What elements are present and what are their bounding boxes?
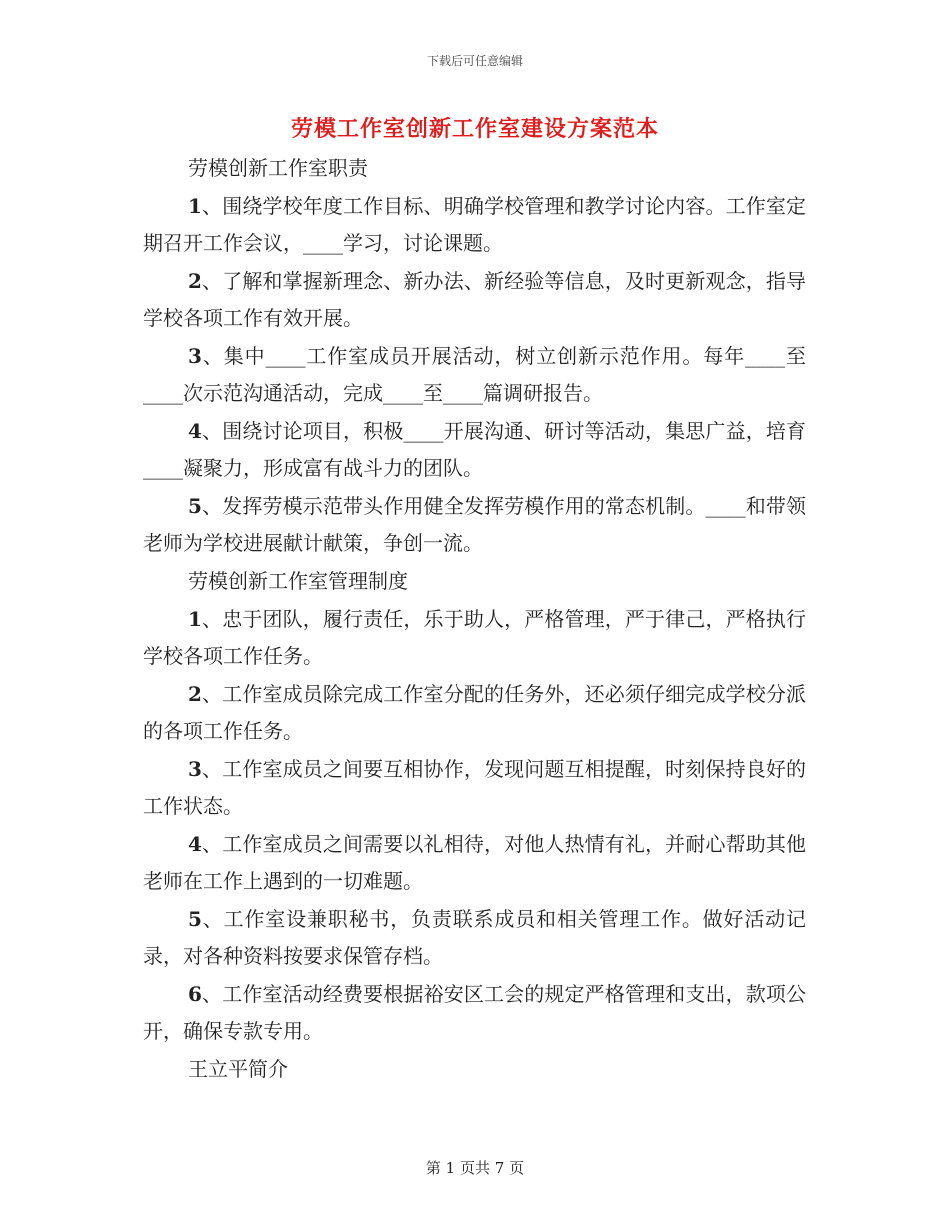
list-item <box>143 901 806 975</box>
list-item <box>143 488 806 562</box>
item-text: 、发挥劳模示范带头作用健全发挥劳模作用的常态机制。____和带领老师为学校进展献计献策，争创一流。 <box>143 494 806 555</box>
document-body <box>143 150 806 1089</box>
list-item <box>143 263 806 337</box>
list-item <box>143 751 806 825</box>
item-number: 5 <box>188 907 202 931</box>
item-number: 4 <box>188 419 202 443</box>
page-number: 第 1 页共 7 页 <box>425 1159 525 1177</box>
item-number: 4 <box>188 832 202 856</box>
section-heading: 劳模创新工作室管理制度 <box>188 569 408 593</box>
page-header-note: 下载后可任意编辑 <box>426 54 523 68</box>
list-item <box>143 601 806 675</box>
item-text: 、围绕学校年度工作目标、明确学校管理和教学讨论内容。工作室定期召开工作会议，____学习，讨论课题。 <box>143 194 806 255</box>
item-number: 5 <box>188 494 202 518</box>
item-text: 、围绕讨论项目，积极____开展沟通、研讨等活动，集思广益，培育____凝聚力，形成富有战斗力的团队。 <box>143 419 806 480</box>
list-item <box>143 676 806 750</box>
item-text: 、工作室成员之间要互相协作，发现问题互相提醒，时刻保持良好的工作状态。 <box>143 757 806 818</box>
list-item <box>143 188 806 262</box>
list-item <box>143 826 806 900</box>
document-title: 劳模工作室创新工作室建设方案范本 <box>290 116 659 142</box>
item-text: 、工作室设兼职秘书，负责联系成员和相关管理工作。做好活动记录，对各种资料按要求保管存档。 <box>143 907 806 968</box>
item-number: 2 <box>188 682 202 706</box>
item-text: 、忠于团队，履行责任，乐于助人，严格管理，严于律己，严格执行学校各项工作任务。 <box>143 607 806 668</box>
list-item <box>143 338 806 412</box>
item-number: 3 <box>188 344 202 368</box>
item-number: 2 <box>188 269 202 293</box>
item-number: 1 <box>188 194 202 218</box>
item-text: 、工作室活动经费要根据裕安区工会的规定严格管理和支出，款项公开，确保专款专用。 <box>143 982 806 1043</box>
item-number: 6 <box>188 982 202 1006</box>
item-text: 、集中____工作室成员开展活动，树立创新示范作用。每年____至____次示范沟通活动，完成____至____篇调研报告。 <box>143 344 806 405</box>
section-heading: 王立平简介 <box>188 1057 288 1081</box>
section-heading: 劳模创新工作室职责 <box>188 156 368 180</box>
item-text: 、工作室成员之间需要以礼相待，对他人热情有礼，并耐心帮助其他老师在工作上遇到的一切难题。 <box>143 832 806 893</box>
item-number: 3 <box>188 757 202 781</box>
item-text: 、工作室成员除完成工作室分配的任务外，还必须仔细完成学校分派的各项工作任务。 <box>143 682 806 743</box>
item-number: 1 <box>188 607 202 631</box>
list-item <box>143 976 806 1050</box>
item-text: 、了解和掌握新理念、新办法、新经验等信息，及时更新观念，指导学校各项工作有效开展。 <box>143 269 806 330</box>
list-item <box>143 413 806 487</box>
